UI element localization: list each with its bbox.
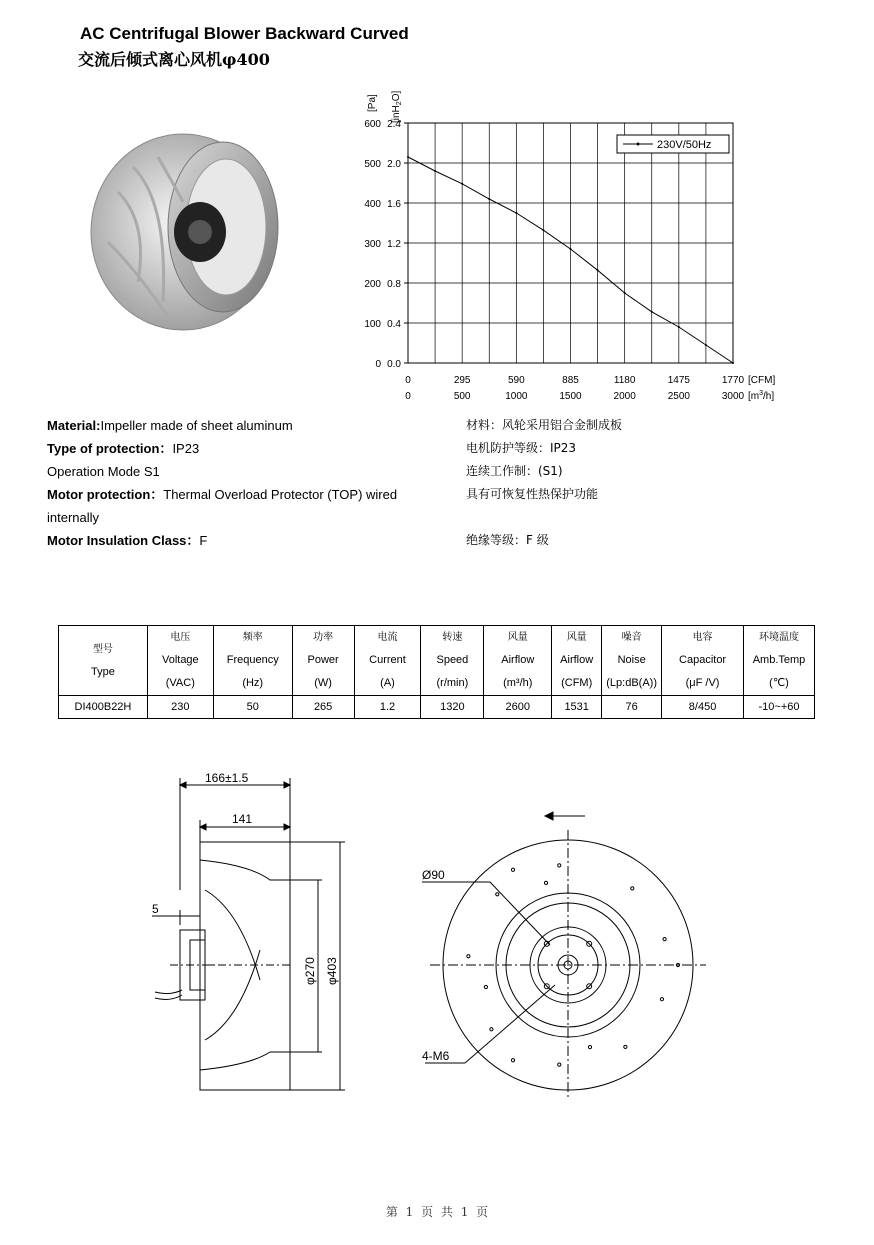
y-tick-pa: 100 xyxy=(364,319,381,330)
chart-legend xyxy=(617,135,729,153)
data-point xyxy=(732,362,734,364)
table-cell: 230 xyxy=(147,696,213,719)
hole xyxy=(496,893,499,896)
data-point xyxy=(678,326,680,328)
table-header-cell: 功率 Power (W) xyxy=(292,626,354,696)
hole xyxy=(624,1045,627,1048)
hole xyxy=(631,887,634,890)
y-tick-pa: 200 xyxy=(364,279,381,290)
side-view-drawing xyxy=(140,770,360,1100)
table-cell: 265 xyxy=(292,696,354,719)
table-cell: 50 xyxy=(213,696,292,719)
dim-overall: 166±1.5 xyxy=(205,771,249,785)
x-tick-cfm: 1770 xyxy=(721,375,745,386)
table-cell: DI400B22H xyxy=(59,696,148,719)
data-point xyxy=(434,170,436,172)
table-header-cell: 风量 Airflow (m³/h) xyxy=(484,626,552,696)
data-point xyxy=(651,311,653,313)
x-tick-m3h: 1000 xyxy=(505,391,528,402)
hole xyxy=(558,1063,561,1066)
y-tick-inh2o: 0.8 xyxy=(387,279,401,290)
data-point xyxy=(488,198,490,200)
front-view-drawing xyxy=(410,800,720,1110)
spec-material: Material:Impeller made of sheet aluminum xyxy=(47,418,293,433)
table-header-cell: 电压 Voltage (VAC) xyxy=(147,626,213,696)
table-cell: -10~+60 xyxy=(744,696,815,719)
spec-operation: Operation Mode S1 xyxy=(47,464,160,479)
data-point xyxy=(461,183,463,185)
x-tick-m3h: 0 xyxy=(405,391,411,402)
page-title: AC Centrifugal Blower Backward Curved xyxy=(80,24,409,43)
data-point xyxy=(542,229,544,231)
table-cell: 1320 xyxy=(421,696,484,719)
x-tick-m3h: 2000 xyxy=(613,391,636,402)
y-tick-pa: 400 xyxy=(364,199,381,210)
x-tick-m3h: 2500 xyxy=(667,391,690,402)
table-header-cell: 转速 Speed (r/min) xyxy=(421,626,484,696)
spec-cn-protection: 电机防护等级：IP23 xyxy=(466,441,577,455)
x-tick-cfm: 885 xyxy=(562,375,579,386)
hole xyxy=(660,998,663,1001)
x-tick-m3h: 3000 xyxy=(721,391,745,402)
spec-motor-protection-cont: internally xyxy=(47,510,100,525)
x-tick-m3h: 1500 xyxy=(559,391,582,402)
hole xyxy=(558,864,561,867)
product-image xyxy=(88,132,288,332)
x-tick-cfm: 295 xyxy=(453,375,471,386)
y-tick-inh2o: 0.4 xyxy=(387,319,401,330)
data-point xyxy=(570,248,572,250)
spec-list-cn xyxy=(466,414,786,552)
table-header-cell: 电流 Current (A) xyxy=(354,626,421,696)
hole xyxy=(544,881,547,884)
table-cell: 8/450 xyxy=(662,696,744,719)
dim-inlet: φ270 xyxy=(303,957,317,985)
table-header-row xyxy=(59,626,815,696)
chart-grid xyxy=(408,123,733,363)
data-point xyxy=(515,212,517,214)
x-axis-unit-m3h: $[m^3/h]$ xyxy=(748,390,775,402)
data-point xyxy=(597,269,599,271)
table-cell: 1531 xyxy=(552,696,602,719)
x-tick-cfm: 1475 xyxy=(667,375,690,386)
table-cell: 76 xyxy=(602,696,662,719)
hole xyxy=(511,1059,514,1062)
spec-motor-protection: Motor protection：Thermal Overload Protector (TOP) wired xyxy=(47,487,398,502)
hole xyxy=(490,1028,493,1031)
y-tick-pa: 500 xyxy=(364,159,381,170)
spec-cn-insulation: 绝缘等级：F 级 xyxy=(466,533,549,547)
spec-table xyxy=(58,625,815,719)
hole xyxy=(511,868,514,871)
spec-cn-operation: 连续工作制：(S1) xyxy=(466,464,563,478)
spec-protection: Type of protection：IP23 xyxy=(47,441,200,456)
table-header-cell: 环境温度 Amb.Temp (℃) xyxy=(744,626,815,696)
y-tick-inh2o: 1.2 xyxy=(387,239,401,250)
dim-outer: φ403 xyxy=(325,957,339,985)
y-tick-pa: 0 xyxy=(375,359,381,370)
page-footer: 第 1 页 共 1 页 xyxy=(385,1205,489,1219)
y-tick-inh2o: 2.0 xyxy=(387,159,401,170)
spec-list-en xyxy=(47,414,447,552)
table-cell: 1.2 xyxy=(354,696,421,719)
dim-holes: 4-M6 xyxy=(422,1049,450,1063)
table-cell: 2600 xyxy=(484,696,552,719)
hole xyxy=(484,985,487,988)
y-tick-pa: 300 xyxy=(364,239,381,250)
table-row xyxy=(59,696,815,719)
legend-label: 230V/50Hz xyxy=(657,139,712,151)
x-tick-cfm: 1180 xyxy=(613,375,636,386)
x-tick-cfm: 0 xyxy=(405,375,411,386)
dim-hub: Ø90 xyxy=(422,868,445,882)
table-header-cell: 噪音 Noise (Lp:dB(A)) xyxy=(602,626,662,696)
x-tick-cfm: 590 xyxy=(507,375,525,386)
performance-chart xyxy=(355,78,795,408)
y-axis-label-pa: [Pa] xyxy=(367,94,378,112)
y-tick-pa: 600 xyxy=(364,119,381,130)
table-header-cell: 频率 Frequency (Hz) xyxy=(213,626,292,696)
hole xyxy=(588,1046,591,1049)
y-axis-label-inh2o: [inH$_2$O] xyxy=(391,90,403,123)
y-tick-inh2o: 2.4 xyxy=(387,119,401,130)
x-axis-unit-cfm: [CFM] xyxy=(748,375,776,386)
page-title-cn: 交流后倾式离心风机φ400 xyxy=(78,50,270,69)
spec-cn-material: 材料：风轮采用铝合金制成板 xyxy=(466,418,623,432)
data-point xyxy=(705,344,707,346)
spec-insulation: Motor Insulation Class：F xyxy=(47,533,208,548)
y-tick-inh2o: 1.6 xyxy=(387,199,401,210)
hole xyxy=(467,955,470,958)
table-header-cell: 风量 Airflow (CFM) xyxy=(552,626,602,696)
spec-cn-motor-protection: 具有可恢复性热保护功能 xyxy=(466,487,599,501)
x-tick-m3h: 500 xyxy=(453,391,471,402)
chart-ticks xyxy=(364,119,744,402)
data-point xyxy=(407,156,409,158)
dim-width: 141 xyxy=(232,812,253,826)
dim-offset: 5 xyxy=(152,902,159,916)
y-tick-inh2o: 0.0 xyxy=(387,359,401,370)
hole xyxy=(663,938,666,941)
table-header-cell: 电容 Capacitor (μF /V) xyxy=(662,626,744,696)
data-point xyxy=(624,292,626,294)
table-header-cell: 型号 Type xyxy=(59,626,148,696)
